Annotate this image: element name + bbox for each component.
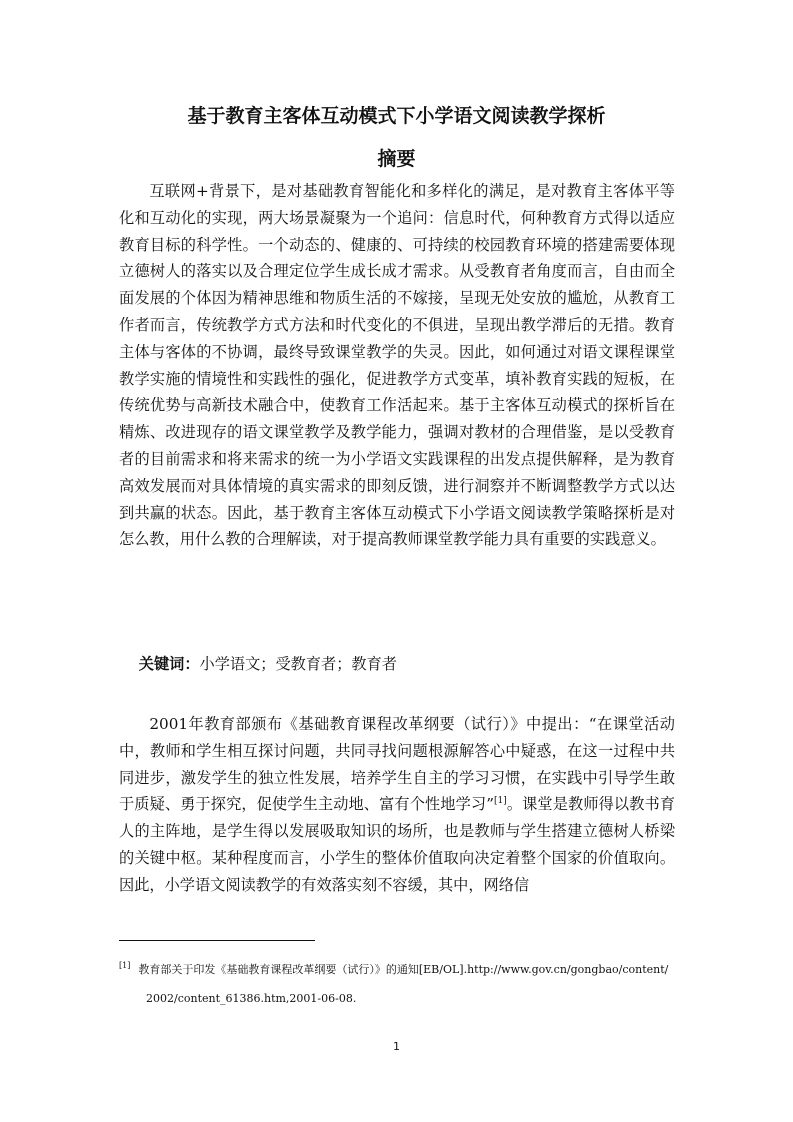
abstract-paragraph: 互联网+背景下，是对基础教育智能化和多样化的满足，是对教育主客体平等化和互动化的实现，两大场景凝聚为一个追问：信息时代，何种教育方式得以适应教育目标的科学性。一个动态的、健康的、可持续的校园教育环境的搭建需要体现立德树人的落实以及合理定位学生成长成才需求。从受教育者角度而言，自由而全面发展的个体因为精神思维和物质生活的不嫁接，呈现无处安放的尴尬，从教育工作者而言，传统教学方式方法和时代变化的不俱进，呈现出教学滞后的无措。教育主体与客体的不协调，最终导致课堂教学的失灵。因此，如何通过对语文课程课堂教学实施的情境性和实践性的强化，促进教学方式变革，填补教育实践的短板，在传统优势与高新技术融合中，使教育工作活起来。基于主客体互动模式的探析旨在精炼、改进现存的语文课堂教学及教学能力，强调对教材的合理借鉴，是以受教育者的目前需求和将来需求的统一为小学语文实践课程的出发点提供解释，是为教育高效发展而对具体情境的真实需求的即刻反馈，进行洞察并不断调整教学方式以达到共赢的状态。因此，基于教育主客体互动模式下小学语文阅读教学策略探析是对怎么教，用什么教的合理解读，对于提高教师课堂教学能力具有重要的实践意义。 xyxy=(119,182,675,549)
footnote-mark: [1] xyxy=(119,961,131,971)
page-number: 1 xyxy=(393,1040,400,1053)
footnote-separator xyxy=(119,940,315,941)
body-paragraph xyxy=(119,711,675,899)
footnote-line2: 2002/content_61386.htm,2001-06-08. xyxy=(146,992,357,1005)
abstract-heading: 摘要 xyxy=(377,148,416,170)
keywords-line xyxy=(119,651,675,678)
footnote xyxy=(119,955,675,1013)
keywords-label: 关键词： xyxy=(138,655,200,673)
footnote-reference[interactable]: [1] xyxy=(493,796,507,807)
keywords-text: 小学语文；受教育者；教育者 xyxy=(199,655,397,673)
footnote-line1: 教育部关于印发《基础教育课程改革纲要（试行）》的通知[EB/OL].http://www.gov.cn/gongbao/content/ xyxy=(138,963,669,976)
body-text-part1: 2001年教育部颁布《基础教育课程改革纲要（试行）》中提出：“在课堂活动中，教师和学生相互探讨问题，共同寻找问题根源解答心中疑惑，在这一过程中共同进步，激发学生的独立性发展，培养学生自主的学习习惯，在实践中引导学生敢于质疑、勇于探究，促使学生主动地、富有个性地学习” xyxy=(119,715,675,814)
document-title: 基于教育主客体互动模式下小学语文阅读教学探析 xyxy=(187,105,606,127)
body-text-part2: 。课堂是教师得以教书育人的主阵地，是学生得以发展吸取知识的场所，也是教师与学生搭建立德树人桥梁的关键中枢。某种程度而言，小学生的整体价值取向决定着整个国家的价值取向。因此，小学语文阅读教学的有效落实刻不容缓，其中，网络信 xyxy=(119,795,676,894)
